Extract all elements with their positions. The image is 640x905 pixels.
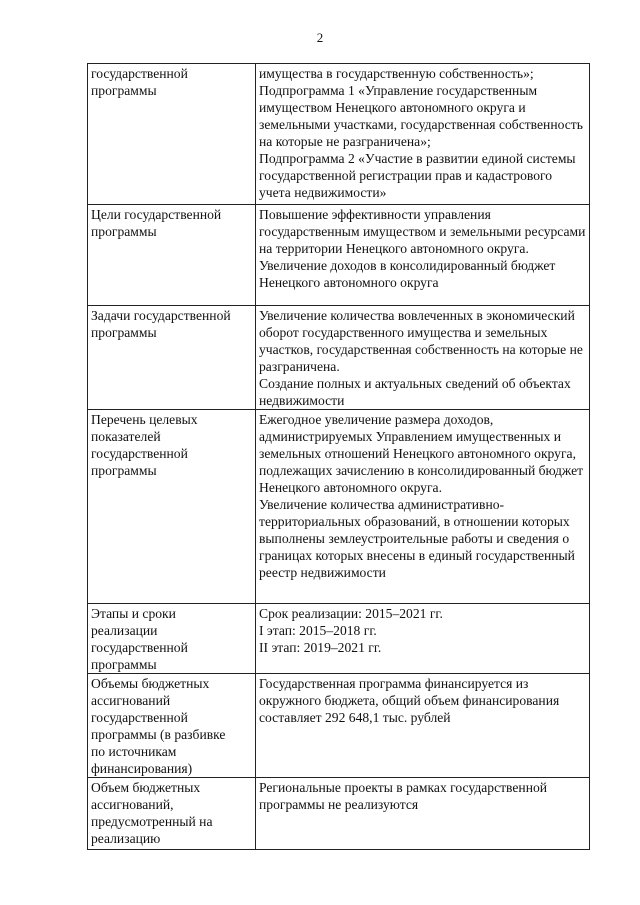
page-number: 2 [316,30,324,45]
label-line: реализации [91,623,158,638]
row-label-cell [88,306,256,410]
label-line: реализацию [91,831,161,846]
label-line: программы [91,325,157,340]
table-row [88,410,590,604]
row-value-cell [256,604,590,674]
label-line: показателей [91,429,161,444]
row-value-cell [256,306,590,410]
row-label-cell [88,205,256,306]
row-value-cell [256,410,590,604]
label-line: предусмотренный на [91,814,213,829]
row-label-cell [88,410,256,604]
table-row [88,205,590,306]
value-paragraph: I этап: 2015–2018 гг. [259,623,377,638]
value-paragraph: Региональные проекты в рамках государственной программы не реализуются [259,780,548,812]
value-paragraph: Создание полных и актуальных сведений об объектах недвижимости [259,376,571,408]
label-line: ассигнований, [91,797,174,812]
row-value-cell [256,674,590,778]
label-line: государственной [91,66,188,81]
row-label-cell [88,64,256,205]
label-line: Задачи государственной [91,308,231,323]
label-line: Перечень целевых [91,412,198,427]
value-paragraph: Срок реализации: 2015–2021 гг. [259,606,443,621]
program-passport-table [87,63,590,850]
value-paragraph: Увеличение количества административно-территориальных образований, в отношении которых выполнены землеустроительные работы и сведения о границах которых внесены в единый государственный реестр недвижимости [259,497,575,580]
table-row [88,604,590,674]
label-line: государственной [91,710,188,725]
label-line: Объем бюджетных [91,780,201,795]
label-line: программы [91,83,157,98]
row-value-cell [256,205,590,306]
row-value-cell [256,64,590,205]
label-line: программы (в разбивке [91,727,226,742]
row-value-cell [256,778,590,850]
value-paragraph: II этап: 2019–2021 гг. [259,640,382,655]
label-line: ассигнований [91,693,171,708]
value-paragraph: Ежегодное увеличение размера доходов, администрируемых Управлением имущественных и земельных отношений Ненецкого автономного округа, подлежащих зачислению в консолидированный бюджет Ненецкого автономного округа. [259,412,584,495]
value-paragraph: имущества в государственную собственность»; [259,66,534,81]
table-row [88,64,590,205]
value-paragraph: Увеличение доходов в консолидированный бюджет Ненецкого автономного округа [259,258,556,290]
row-label-cell [88,674,256,778]
label-line: государственной [91,446,188,461]
value-paragraph: Подпрограмма 1 «Управление государственным имуществом Ненецкого автономного округа и земельными участками, государственная собственность на которые не разграничена»; [259,83,583,149]
label-line: государственной [91,640,188,655]
table-row [88,306,590,410]
label-line: программы [91,657,157,672]
label-line: Цели государственной [91,207,222,222]
label-line: программы [91,463,157,478]
table-row [88,778,590,850]
label-line: программы [91,224,157,239]
row-label-cell [88,778,256,850]
label-line: Этапы и сроки [91,606,176,621]
value-paragraph: Государственная программа финансируется из окружного бюджета, общий объем финансирования составляет 292 648,1 тыс. рублей [259,676,560,725]
value-paragraph: Подпрограмма 2 «Участие в развитии единой системы государственной регистрации прав и кадастрового учета недвижимости» [259,151,576,200]
value-paragraph: Повышение эффективности управления государственным имуществом и земельными ресурсами на территории Ненецкого автономного округа. [259,207,586,256]
row-label-cell [88,604,256,674]
label-line: финансирования) [91,761,193,776]
label-line: по источникам [91,744,177,759]
label-line: Объемы бюджетных [91,676,210,691]
table-row [88,674,590,778]
value-paragraph: Увеличение количества вовлеченных в экономический оборот государственного имущества и земельных участков, государственная собственность на которые не разграничена. [259,308,583,374]
